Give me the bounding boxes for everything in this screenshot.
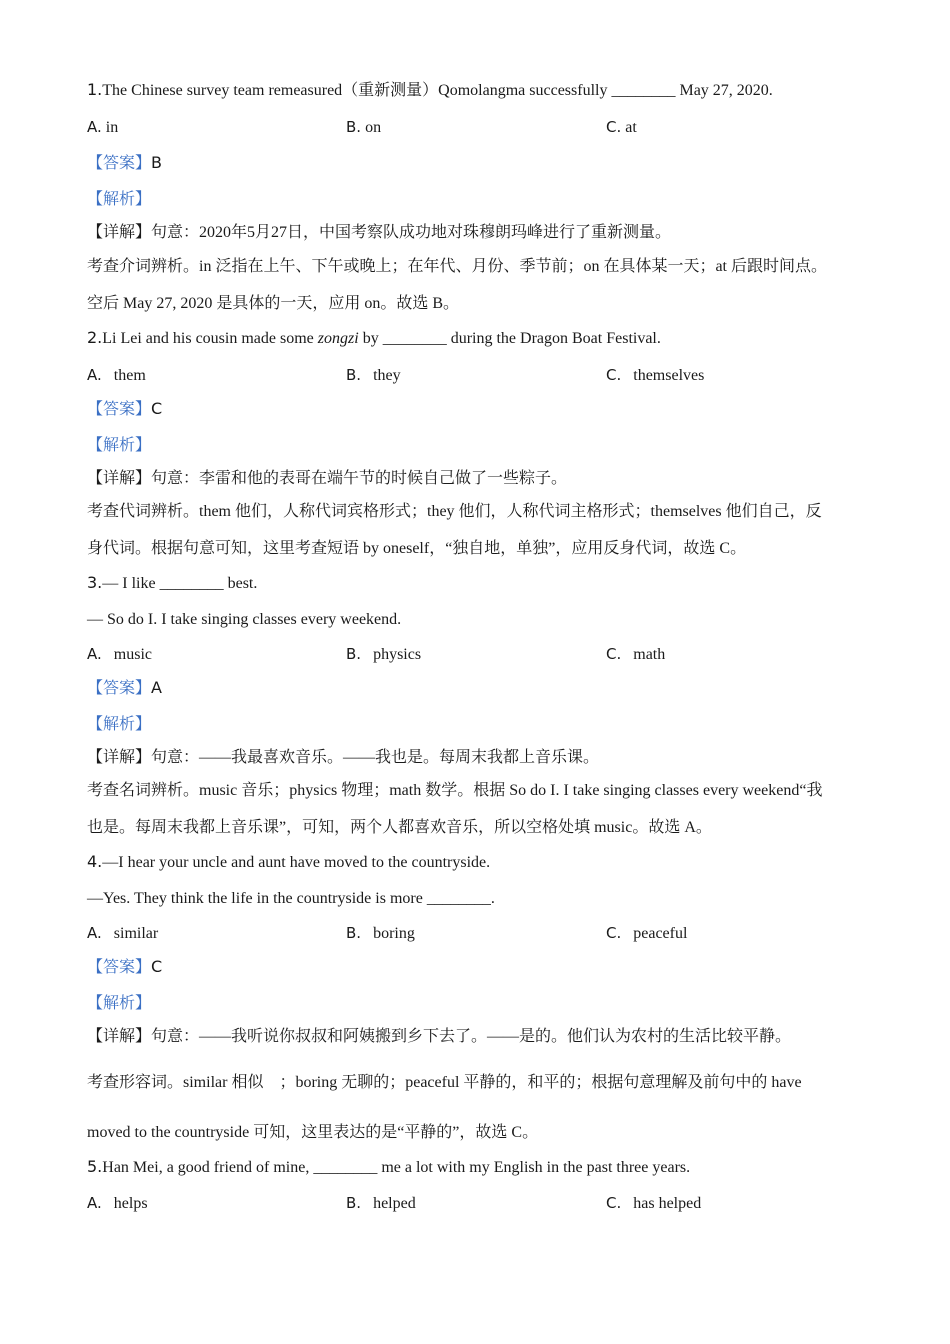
- q2-explain-1: 考查代词辨析。them 他们，人称代词宾格形式；they 他们，人称代词主格形式；themselves 他们自己，反: [87, 503, 822, 520]
- q1-answer: 【答案】B: [87, 153, 162, 172]
- q3-detail: 【详解】句意：——我最喜欢音乐。——我也是。每周末我都上音乐课。: [87, 747, 600, 766]
- q1-number: 1.: [87, 80, 103, 99]
- q4-stem-2: —Yes. They think the life in the countryside is more ________.: [87, 890, 495, 907]
- q5-option-a: A. helps: [87, 1194, 148, 1212]
- q3-explain-2: 也是。每周末我都上音乐课”，可知，两个人都喜欢音乐，所以空格处填 music。故选 A。: [87, 819, 712, 836]
- q4-stem: 4.—I hear your uncle and aunt have moved to the countryside.: [87, 852, 491, 871]
- q1-detail: 【详解】句意：2020年5月27日，中国考察队成功地对珠穆朗玛峰进行了重新测量。: [87, 222, 672, 241]
- q4-detail: 【详解】句意：——我听说你叔叔和阿姨搬到乡下去了。——是的。他们认为农村的生活比较平静。: [87, 1026, 792, 1045]
- q4-option-a: A. similar: [87, 924, 159, 942]
- q2-option-b: B. they: [346, 366, 401, 384]
- q3-option-a: A. music: [87, 645, 152, 663]
- q4-option-b: B. boring: [346, 924, 415, 942]
- q4-option-c: C. peaceful: [606, 924, 688, 942]
- q2-explain-2: 身代词。根据句意可知，这里考查短语 by oneself，“独自地，单独”，应用反身代词，故选 C。: [87, 540, 747, 557]
- q3-option-c: C. math: [606, 645, 666, 663]
- q2-option-c: C. themselves: [606, 366, 705, 384]
- q3-option-b: B. physics: [346, 645, 422, 663]
- q1-stem: [87, 80, 773, 101]
- q2-detail: 【详解】句意：李雷和他的表哥在端午节的时候自己做了一些粽子。: [87, 468, 568, 487]
- q3-stem-2: — So do I. I take singing classes every weekend.: [87, 611, 402, 628]
- q1-explain-1: 考查介词辨析。in 泛指在上午、下午或晚上；在年代、月份、季节前；on 在具体某一天；at 后跟时间点。: [87, 258, 827, 275]
- q5-option-b: B. helped: [346, 1194, 416, 1212]
- q5-option-c: C. has helped: [606, 1194, 702, 1212]
- q1-explain-2: 空后 May 27, 2020 是具体的一天，应用 on。故选 B。: [87, 295, 460, 312]
- q1-option-a: A. in: [87, 118, 119, 136]
- q4-answer: 【答案】C: [87, 957, 163, 976]
- q2-option-a: A. them: [87, 366, 146, 384]
- q3-analysis-tag: 【解析】: [87, 714, 152, 733]
- q4-explain-1: 考查形容词。similar 相似 ；boring 无聊的；peaceful 平静的，和平的；根据句意理解及前句中的 have: [87, 1074, 802, 1091]
- q5-stem: 5.Han Mei, a good friend of mine, ________ me a lot with my English in the past three years.: [87, 1157, 691, 1176]
- q2-answer: 【答案】C: [87, 399, 163, 418]
- q1-option-b: B. on: [346, 118, 382, 136]
- q4-analysis-tag: 【解析】: [87, 993, 152, 1012]
- q2-stem: 2.Li Lei and his cousin made some zongzi by ________ during the Dragon Boat Festival.: [87, 328, 661, 347]
- q3-stem: 3.— I like ________ best.: [87, 573, 258, 592]
- q2-analysis-tag: 【解析】: [87, 435, 152, 454]
- q1-text: The Chinese survey team remeasured（重新测量）Qomolangma successfully ________ May 27, 2020.: [102, 82, 773, 99]
- q3-explain-1: 考查名词辨析。music 音乐；physics 物理；math 数学。根据 So do I. I take singing classes every weekend“我: [87, 782, 823, 799]
- q4-explain-2: moved to the countryside 可知，这里表达的是“平静的”，故选 C。: [87, 1124, 539, 1141]
- q1-option-c: C. at: [606, 118, 637, 136]
- q1-analysis-tag: 【解析】: [87, 189, 152, 208]
- q3-answer: 【答案】A: [87, 678, 162, 697]
